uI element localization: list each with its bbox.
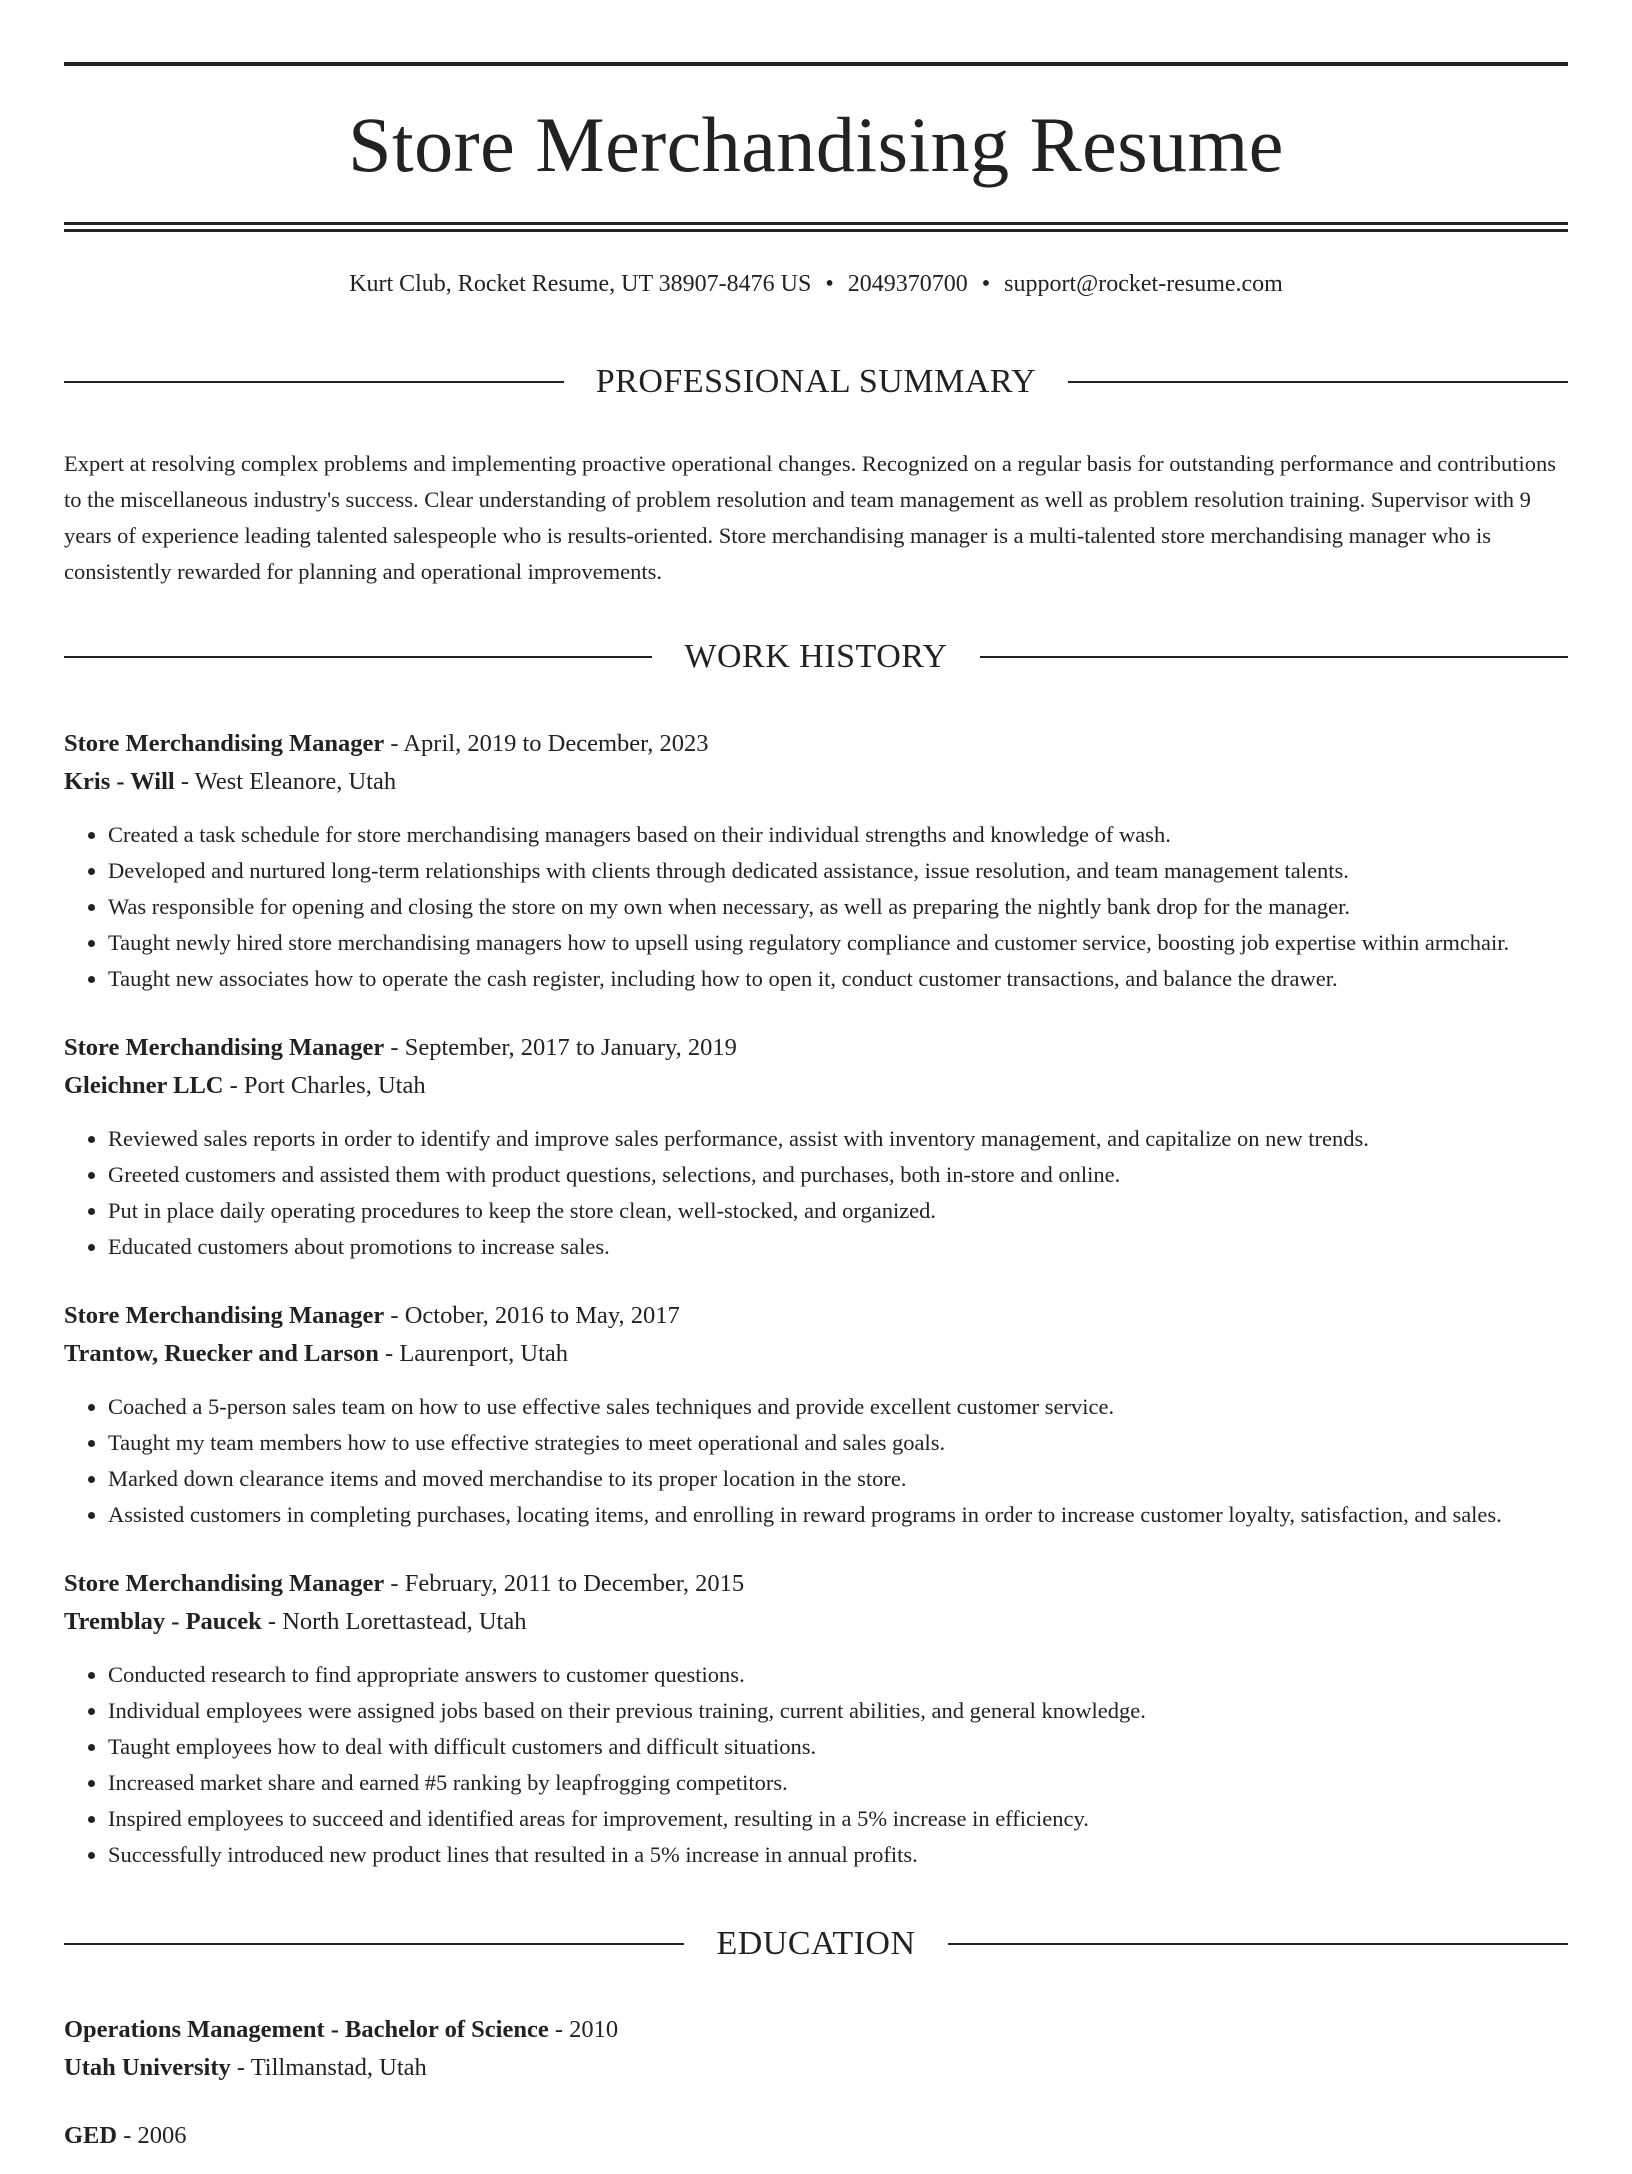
job-title: Store Merchandising Manager: [64, 1033, 385, 1061]
list-item: • Created a task schedule for store merchandising managers based on their individual strengths and knowledge of wash.: [108, 817, 1568, 853]
list-item: • Greeted customers and assisted them with product questions, selections, and purchases, both in-store and online.: [108, 1157, 1568, 1193]
education-degree-line: [64, 2117, 1568, 2155]
list-item: • Taught newly hired store merchandising managers how to upsell using regulatory compliance and customer service, boosting job expertise within armchair.: [108, 925, 1568, 961]
list-item: • Assisted customers in completing purchases, locating items, and enrolling in reward programs in order to increase customer loyalty, satisfaction, and sales.: [108, 1497, 1568, 1533]
job-company: Gleichner LLC: [64, 1071, 224, 1099]
list-item: • Developed and nurtured long-term relationships with clients through dedicated assistance, issue resolution, and team management talents.: [108, 853, 1568, 889]
section-heading-education: [64, 1899, 1568, 1989]
list-item: • Taught my team members how to use effective strategies to meet operational and sales goals.: [108, 1425, 1568, 1461]
job-dates: - April, 2019 to December, 2023: [384, 729, 709, 757]
list-item: • Taught new associates how to operate the cash register, including how to open it, conduct customer transactions, and balance the drawer.: [108, 961, 1568, 997]
heading-rule: [64, 381, 564, 383]
list-item: • Marked down clearance items and moved merchandise to its proper location in the store.: [108, 1461, 1568, 1497]
job-bullets: [64, 1389, 1568, 1533]
education-entry: [64, 2011, 1568, 2087]
section-title: EDUCATION: [716, 1924, 916, 1962]
job-entry: [64, 1029, 1568, 1265]
job-title-line: [64, 1029, 1568, 1067]
education-location: - Tillmanstad, Utah: [230, 2054, 427, 2082]
section-title: WORK HISTORY: [684, 638, 948, 676]
job-company: Tremblay - Paucek: [64, 1607, 262, 1635]
job-company-line: [64, 1067, 1568, 1105]
education-entry: [64, 2117, 1568, 2155]
job-entry: [64, 725, 1568, 997]
job-title-line: [64, 725, 1568, 763]
job-bullets: [64, 1657, 1568, 1873]
list-item: • Inspired employees to succeed and identified areas for improvement, resulting in a 5% increase in efficiency.: [108, 1801, 1568, 1837]
job-title-line: [64, 1297, 1568, 1335]
summary-text: Expert at resolving complex problems and implementing proactive operational changes. Recognized on a regular basis for outstanding performance and contributions to the miscellaneous industry's success. Clear understanding of problem resolution and team management as well as problem resolution training. Supervisor with 9 years of experience leading talented salespeople who is results-oriented. Store merchandising manager is a multi-talented store merchandising manager who is consistently rewarded for planning and operational improvements.: [64, 451, 1557, 585]
list-item: • Successfully introduced new product lines that resulted in a 5% increase in annual profits.: [108, 1837, 1568, 1873]
contact-email: support@rocket-resume.com: [1004, 271, 1283, 297]
job-title-line: [64, 1565, 1568, 1603]
job-dates: - September, 2017 to January, 2019: [384, 1033, 737, 1061]
job-company: Kris - Will: [64, 767, 175, 795]
job-title: Store Merchandising Manager: [64, 1569, 385, 1597]
list-item: • Taught employees how to deal with difficult customers and difficult situations.: [108, 1729, 1568, 1765]
job-title: Store Merchandising Manager: [64, 729, 385, 757]
job-company-line: [64, 763, 1568, 801]
list-item: • Reviewed sales reports in order to identify and improve sales performance, assist with inventory management, and capitalize on new trends.: [108, 1121, 1568, 1157]
heading-rule: [64, 656, 652, 658]
job-entry: [64, 1297, 1568, 1533]
list-item: • Put in place daily operating procedures to keep the store clean, well-stocked, and organized.: [108, 1193, 1568, 1229]
job-location: - North Lorettastead, Utah: [261, 1607, 527, 1635]
list-item: • Increased market share and earned #5 ranking by leapfrogging competitors.: [108, 1765, 1568, 1801]
job-title: Store Merchandising Manager: [64, 1301, 385, 1329]
heading-rule: [980, 656, 1568, 658]
education-degree-line: [64, 2011, 1568, 2049]
education-school: Utah University: [64, 2054, 231, 2082]
list-item: • Educated customers about promotions to increase sales.: [108, 1229, 1568, 1265]
education-year: - 2010: [548, 2016, 619, 2044]
contact-line: [64, 270, 1568, 299]
contact-separator: •: [981, 271, 991, 297]
job-bullets: [64, 817, 1568, 997]
education-year: - 2006: [117, 2122, 187, 2150]
title-double-rule: [64, 222, 1568, 232]
education-degree: Operations Management - Bachelor of Science: [64, 2016, 549, 2044]
heading-rule: [948, 1943, 1568, 1945]
education-degree: GED: [64, 2122, 118, 2150]
section-heading-work: [64, 612, 1568, 702]
page-title: Store Merchandising Resume: [348, 101, 1284, 188]
contact-separator: •: [825, 271, 834, 297]
job-bullets: [64, 1121, 1568, 1265]
job-location: - Port Charles, Utah: [223, 1071, 426, 1099]
job-location: - West Eleanore, Utah: [174, 767, 397, 795]
job-dates: - February, 2011 to December, 2015: [384, 1569, 745, 1597]
list-item: • Individual employees were assigned jobs based on their previous training, current abilities, and general knowledge.: [108, 1693, 1568, 1729]
heading-rule: [64, 1943, 684, 1945]
heading-rule: [1068, 381, 1568, 383]
job-dates: - October, 2016 to May, 2017: [384, 1301, 680, 1329]
list-item: • Conducted research to find appropriate answers to customer questions.: [108, 1657, 1568, 1693]
section-heading-summary: [64, 337, 1568, 427]
top-rule: [64, 62, 1568, 66]
job-entry: [64, 1565, 1568, 1873]
contact-address: Kurt Club, Rocket Resume, UT 38907-8476 US: [349, 271, 812, 297]
list-item: • Was responsible for opening and closing the store on my own when necessary, as well as preparing the nightly bank drop for the manager.: [108, 889, 1568, 925]
job-company-line: [64, 1335, 1568, 1373]
resume-page: [0, 62, 1632, 2174]
job-company: Trantow, Ruecker and Larson: [64, 1339, 379, 1367]
job-company-line: [64, 1603, 1568, 1641]
list-item: • Coached a 5-person sales team on how to use effective sales techniques and provide excellent customer service.: [108, 1389, 1568, 1425]
education-school-line: [64, 2049, 1568, 2087]
job-location: - Laurenport, Utah: [378, 1339, 569, 1367]
section-title: PROFESSIONAL SUMMARY: [595, 363, 1037, 401]
contact-phone: 2049370700: [847, 271, 968, 297]
